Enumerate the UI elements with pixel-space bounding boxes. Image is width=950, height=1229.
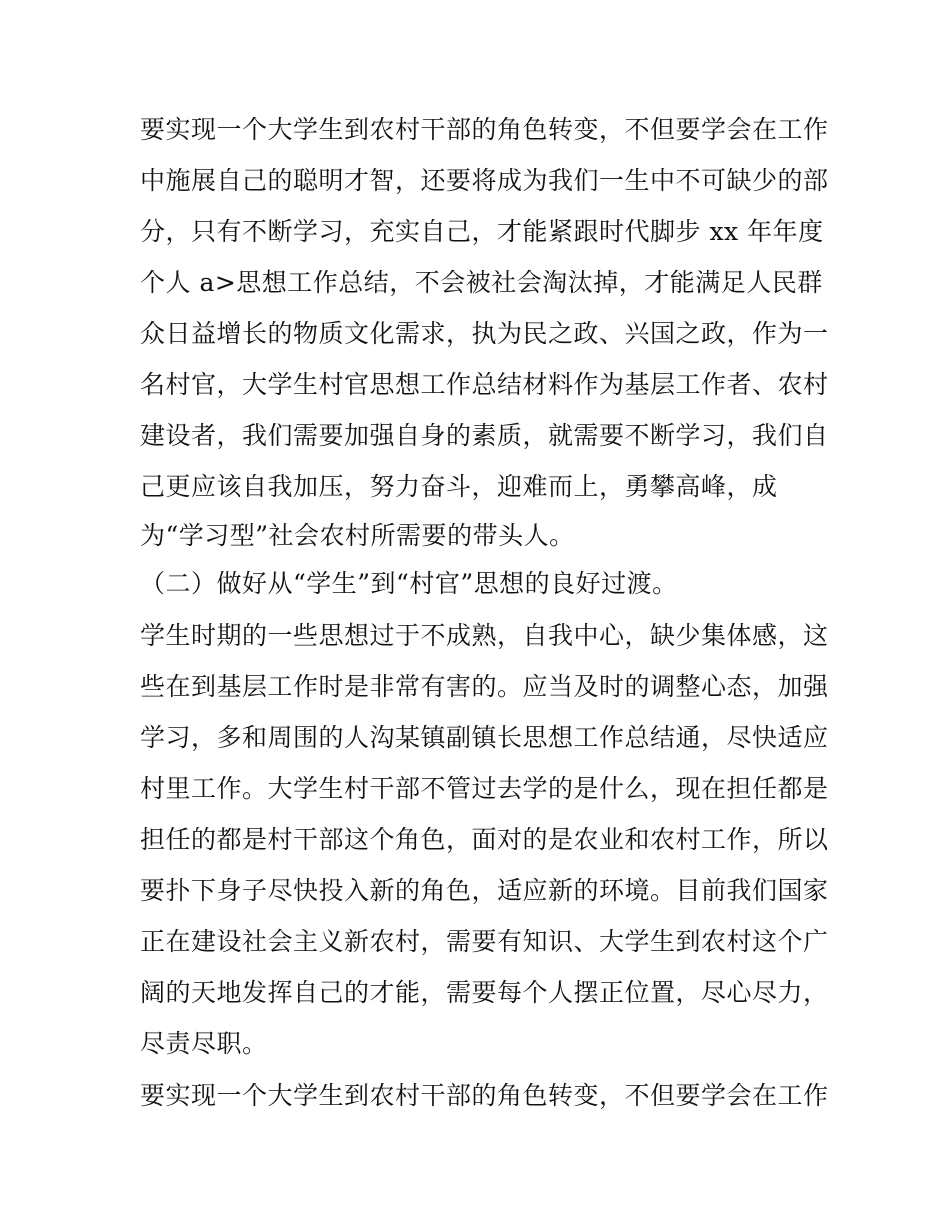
- text-line: 众日益增长的物质文化需求，执为民之政、兴国之政，作为一: [140, 319, 829, 348]
- text-line: 分，只有不断学习，充实自己，才能紧跟时代脚步 xx 年年度: [140, 217, 824, 246]
- text-line: 些在到基层工作时是非常有害的。应当及时的调整心态，加强: [140, 672, 829, 701]
- text-line: 中施展自己的聪明才智，还要将成为我们一生中不可缺少的部: [140, 166, 829, 195]
- text-line: 个人 a>思想工作总结，不会被社会淘汰掉，才能满足人民群: [140, 268, 823, 297]
- text-line: 阔的天地发挥自己的才能，需要每个人摆正位置，尽心尽力，: [140, 978, 829, 1007]
- text-line: 尽责尽职。: [140, 1029, 268, 1058]
- text-line: 建设者，我们需要加强自身的素质，就需要不断学习，我们自: [140, 421, 829, 450]
- text-line: 学习，多和周围的人沟某镇副镇长思想工作总结通，尽快适应: [140, 723, 829, 752]
- text-line: 担任的都是村干部这个角色，面对的是农业和农村工作，所以: [140, 825, 829, 854]
- text-line: 正在建设社会主义新农村，需要有知识、大学生到农村这个广: [140, 927, 829, 956]
- text-line: 要扑下身子尽快投入新的角色，适应新的环境。目前我们国家: [140, 876, 829, 905]
- text-line: 要实现一个大学生到农村干部的角色转变，不但要学会在工作: [140, 115, 829, 144]
- text-line: 村里工作。大学生村干部不管过去学的是什么，现在担任都是: [140, 774, 829, 803]
- text-line: 要实现一个大学生到农村干部的角色转变，不但要学会在工作: [140, 1081, 829, 1110]
- section-heading: （二）做好从“学生”到“村官”思想的良好过渡。: [140, 569, 678, 598]
- text-line: 己更应该自我加压，努力奋斗，迎难而上，勇攀高峰，成: [140, 472, 778, 501]
- text-line: 学生时期的一些思想过于不成熟，自我中心，缺少集体感，这: [140, 621, 829, 650]
- text-line: 为“学习型”社会农村所需要的带头人。: [140, 521, 575, 550]
- text-line: 名村官，大学生村官思想工作总结材料作为基层工作者、农村: [140, 370, 829, 399]
